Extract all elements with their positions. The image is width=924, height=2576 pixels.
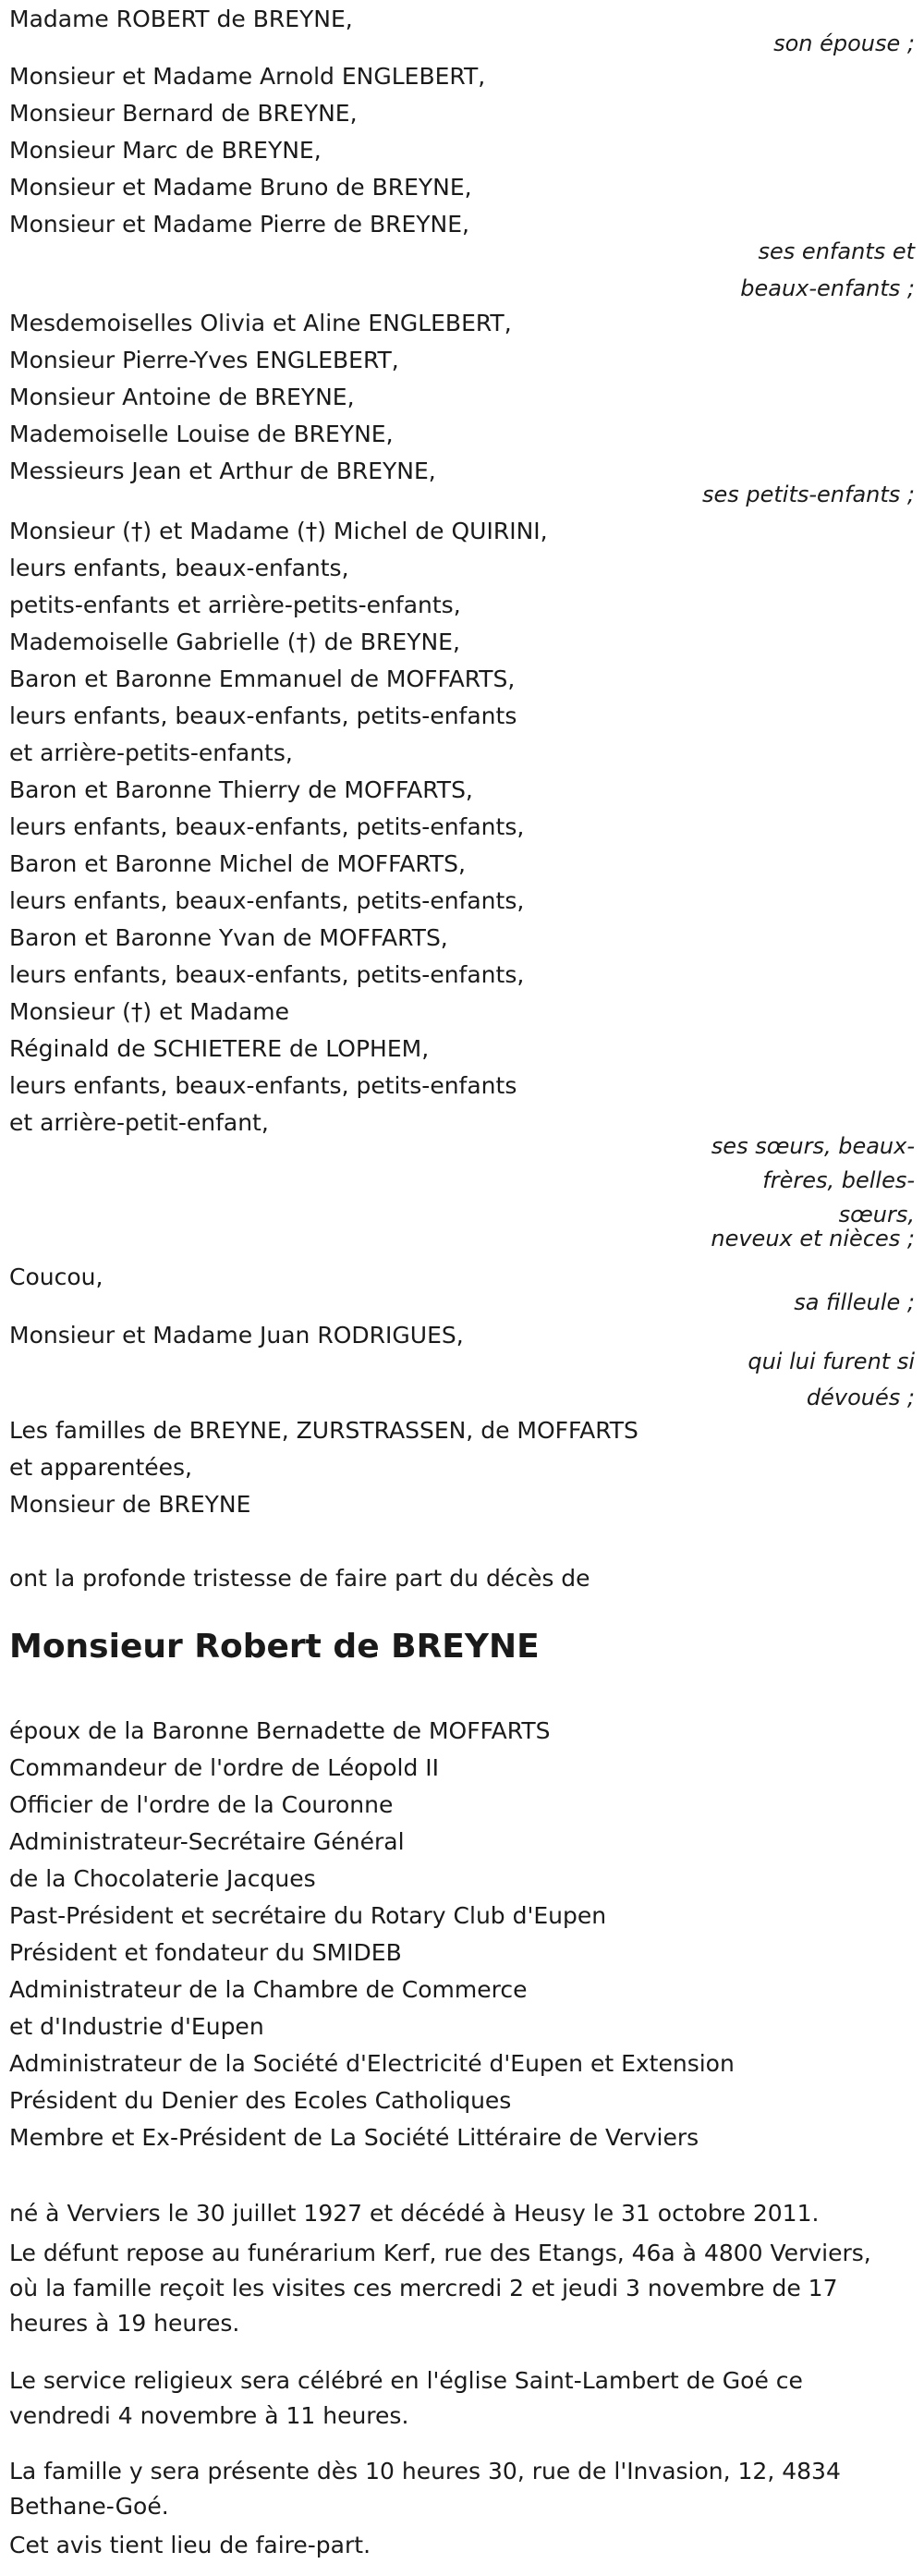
grandchildren-line: Monsieur Antoine de BREYNE, xyxy=(9,384,355,410)
sibling-line: et arrière-petit-enfant, xyxy=(9,1109,269,1136)
title-line: Administrateur-Secrétaire Général xyxy=(9,1828,405,1855)
birth-death-line: né à Verviers le 30 juillet 1927 et décédé à Heusy le 31 octobre 2011. xyxy=(9,2200,820,2227)
children-line: Monsieur et Madame Bruno de BREYNE, xyxy=(9,174,472,201)
relation-siblings: neveux et nièces ; xyxy=(711,1226,915,1251)
announcement-intro: ont la profonde tristesse de faire part du décès de xyxy=(9,1565,590,1592)
title-line: et d'Industrie d'Eupen xyxy=(9,2013,264,2040)
sibling-line: leurs enfants, beaux-enfants, petits-enfants xyxy=(9,1072,517,1099)
families-line: et apparentées, xyxy=(9,1454,192,1481)
sibling-line: Réginald de SCHIETERE de LOPHEM, xyxy=(9,1035,430,1062)
sibling-line: leurs enfants, beaux-enfants, xyxy=(9,555,349,581)
title-line: de la Chocolaterie Jacques xyxy=(9,1865,316,1892)
title-line: Commandeur de l'ordre de Léopold II xyxy=(9,1754,440,1781)
sibling-line: leurs enfants, beaux-enfants, petits-enfants xyxy=(9,702,517,729)
relation-siblings: sœurs, xyxy=(838,1202,915,1227)
spouse-line: Madame ROBERT de BREYNE, xyxy=(9,6,353,32)
grandchildren-line: Mesdemoiselles Olivia et Aline ENGLEBERT, xyxy=(9,310,512,336)
sibling-line: petits-enfants et arrière-petits-enfants, xyxy=(9,592,461,618)
service-paragraph: Le service religieux sera célébré en l'église Saint-Lambert de Goé ce vendredi 4 novembre à 11 heures. xyxy=(9,2367,803,2429)
sibling-line: Mademoiselle Gabrielle (†) de BREYNE, xyxy=(9,629,460,655)
devoted-line: Monsieur et Madame Juan RODRIGUES, xyxy=(9,1322,464,1349)
grandchildren-line: Monsieur Pierre-Yves ENGLEBERT, xyxy=(9,347,399,373)
children-line: Monsieur Marc de BREYNE, xyxy=(9,137,322,164)
children-line: Monsieur Bernard de BREYNE, xyxy=(9,100,358,127)
sibling-line: leurs enfants, beaux-enfants, petits-enfants, xyxy=(9,887,525,914)
title-line: Administrateur de la Société d'Electricité d'Eupen et Extension xyxy=(9,2050,735,2077)
families-line: Monsieur de BREYNE xyxy=(9,1491,251,1518)
relation-goddaughter: sa filleule ; xyxy=(794,1289,915,1315)
wake-paragraph: Le défunt repose au funérarium Kerf, rue des Etangs, 46a à 4800 Verviers, où la famille reçoit les visites ces mercredi 2 et jeudi 3 novembre de 17 heures à 19 heures. xyxy=(9,2240,871,2337)
goddaughter-line: Coucou, xyxy=(9,1264,103,1290)
sibling-line: Baron et Baronne Michel de MOFFARTS, xyxy=(9,850,466,877)
title-line: époux de la Baronne Bernadette de MOFFARTS xyxy=(9,1717,551,1744)
sibling-line: Baron et Baronne Emmanuel de MOFFARTS, xyxy=(9,665,516,692)
sibling-line: et arrière-petits-enfants, xyxy=(9,739,293,766)
closing-note: Cet avis tient lieu de faire-part. xyxy=(9,2532,371,2558)
relation-grandchildren: ses petits-enfants ; xyxy=(701,482,915,507)
sibling-line: Baron et Baronne Yvan de MOFFARTS, xyxy=(9,924,448,951)
sibling-line: Baron et Baronne Thierry de MOFFARTS, xyxy=(9,776,473,803)
relation-siblings: frères, belles- xyxy=(762,1167,915,1193)
grandchildren-line: Mademoiselle Louise de BREYNE, xyxy=(9,421,394,447)
title-line: Président et fondateur du SMIDEB xyxy=(9,1939,402,1966)
title-line: Administrateur de la Chambre de Commerce xyxy=(9,1976,528,2003)
relation-devoted: qui lui furent si xyxy=(748,1349,915,1374)
children-line: Monsieur et Madame Arnold ENGLEBERT, xyxy=(9,63,486,90)
sibling-line: Monsieur (†) et Madame xyxy=(9,998,290,1025)
relation-siblings: ses sœurs, beaux- xyxy=(711,1133,915,1159)
title-line: Officier de l'ordre de la Couronne xyxy=(9,1791,394,1818)
grandchildren-line: Messieurs Jean et Arthur de BREYNE, xyxy=(9,458,436,484)
deceased-name: Monsieur Robert de BREYNE xyxy=(9,1628,540,1666)
families-line: Les familles de BREYNE, ZURSTRASSEN, de MOFFARTS xyxy=(9,1417,638,1444)
title-line: Membre et Ex-Président de La Société Littéraire de Verviers xyxy=(9,2124,699,2151)
sibling-line: leurs enfants, beaux-enfants, petits-enfants, xyxy=(9,813,525,840)
relation-devoted: dévoués ; xyxy=(806,1385,915,1410)
title-line: Président du Denier des Ecoles Catholiques xyxy=(9,2087,512,2114)
children-line: Monsieur et Madame Pierre de BREYNE, xyxy=(9,211,469,238)
family-presence-paragraph: La famille y sera présente dès 10 heures 30, rue de l'Invasion, 12, 4834 Bethane-Goé. xyxy=(9,2458,841,2520)
sibling-line: Monsieur (†) et Madame (†) Michel de QUIRINI, xyxy=(9,518,548,544)
relation-spouse: son épouse ; xyxy=(773,31,915,56)
relation-children: beaux-enfants ; xyxy=(740,275,915,301)
title-line: Past-Président et secrétaire du Rotary Club d'Eupen xyxy=(9,1902,607,1929)
relation-children: ses enfants et xyxy=(758,238,915,264)
sibling-line: leurs enfants, beaux-enfants, petits-enfants, xyxy=(9,961,525,988)
